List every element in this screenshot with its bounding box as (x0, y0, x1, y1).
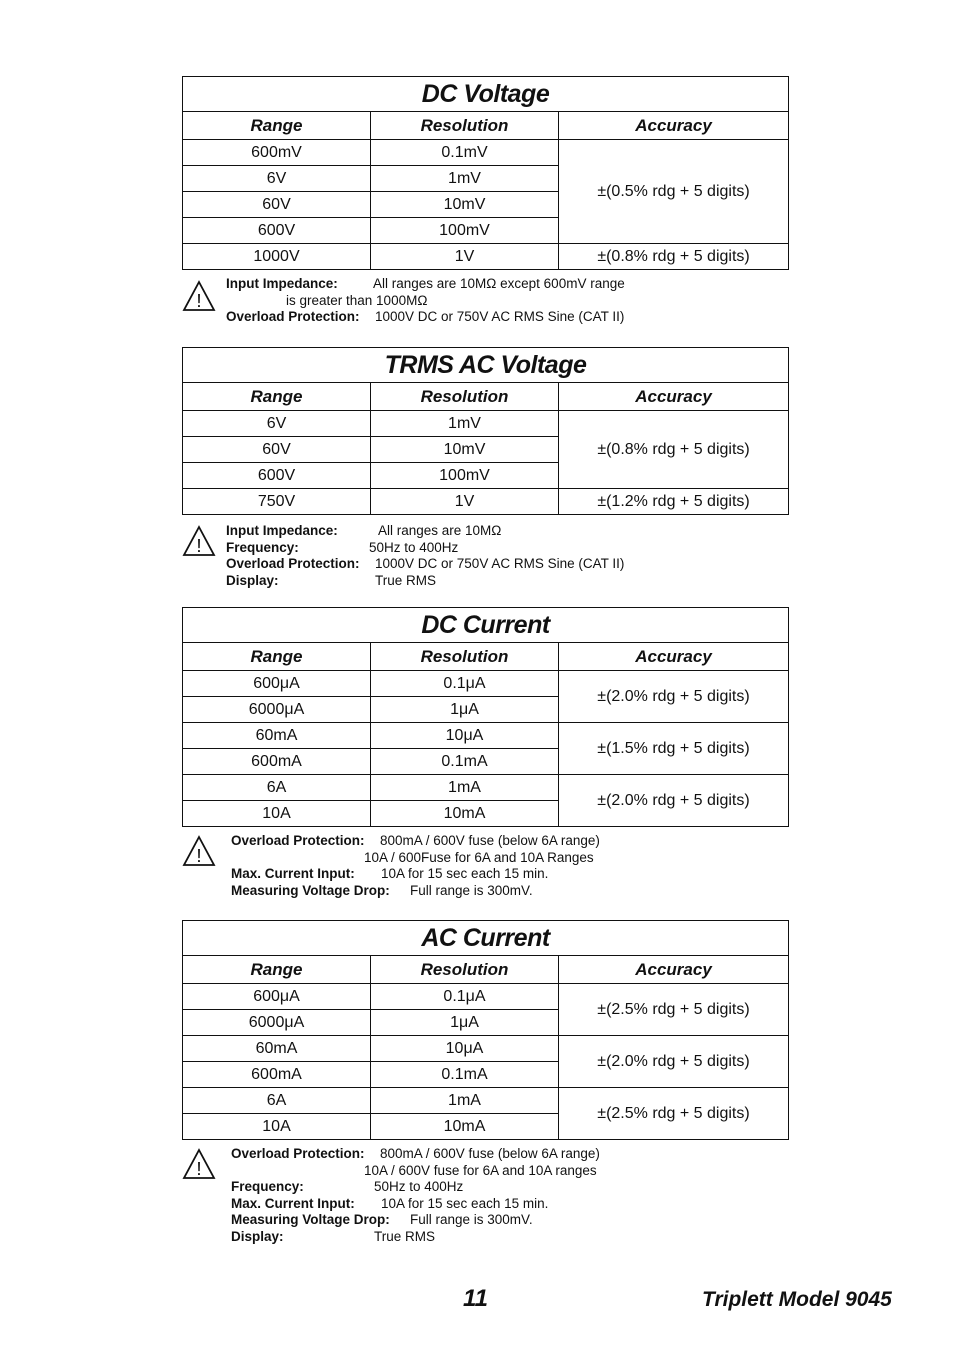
table-row (183, 671, 789, 697)
resolution-cell: 0.1mV (371, 140, 559, 166)
resolution-cell: 1μA (371, 1010, 559, 1036)
note-line: is greater than 1000MΩ (286, 292, 428, 308)
dc-current-title: DC Current (183, 608, 789, 643)
note-line: Overload Protection: 1000V DC or 750V AC RMS Sine (CAT II) (226, 556, 625, 571)
resolution-cell: 100mV (371, 463, 559, 489)
accuracy-cell: ±(0.8% rdg + 5 digits) (559, 244, 789, 270)
dc-current-table (182, 607, 789, 827)
resolution-cell: 1μA (371, 697, 559, 723)
range-cell: 60V (183, 437, 371, 463)
resolution-cell: 10mA (371, 1114, 559, 1140)
resolution-cell: 0.1μA (371, 984, 559, 1010)
accuracy-cell: ±(2.5% rdg + 5 digits) (559, 1088, 789, 1140)
resolution-cell: 10mV (371, 192, 559, 218)
note-line: Input Impedance: All ranges are 10MΩ (226, 523, 502, 538)
accuracy-header: Accuracy (559, 383, 789, 411)
model-name: Triplett Model 9045 (702, 1288, 892, 1311)
svg-text:!: ! (196, 846, 202, 866)
range-cell: 6000μA (183, 1010, 371, 1036)
ac-current-table (182, 920, 789, 1140)
resolution-cell: 1V (371, 244, 559, 270)
dc-voltage-section (182, 76, 788, 324)
dc-current-section (182, 607, 788, 898)
table-row (183, 411, 789, 437)
resolution-cell: 0.1mA (371, 749, 559, 775)
table-row (183, 140, 789, 166)
ac-current-section (182, 920, 788, 1244)
svg-text:!: ! (196, 291, 202, 311)
resolution-cell: 10μA (371, 1036, 559, 1062)
accuracy-cell: ±(2.0% rdg + 5 digits) (559, 671, 789, 723)
resolution-cell: 0.1μA (371, 671, 559, 697)
svg-text:!: ! (196, 1159, 202, 1179)
svg-text:!: ! (196, 536, 202, 556)
note-line: Max. Current Input: 10A for 15 sec each 15 min. (231, 1195, 549, 1211)
dc-voltage-title: DC Voltage (183, 77, 789, 112)
range-cell: 600mA (183, 1062, 371, 1088)
range-header: Range (183, 956, 371, 984)
table-row (183, 723, 789, 749)
range-cell: 6V (183, 166, 371, 192)
note-line: Input Impedance: All ranges are 10MΩ except 600mV range (226, 276, 625, 291)
accuracy-cell: ±(1.5% rdg + 5 digits) (559, 723, 789, 775)
note-line: Overload Protection: 800mA / 600V fuse (below 6A range) (231, 833, 600, 848)
range-cell: 60mA (183, 1036, 371, 1062)
table-row (183, 1036, 789, 1062)
ac-voltage-title: TRMS AC Voltage (183, 348, 789, 383)
resolution-header: Resolution (371, 383, 559, 411)
resolution-cell: 100mV (371, 218, 559, 244)
resolution-header: Resolution (371, 112, 559, 140)
range-header: Range (183, 112, 371, 140)
table-row (183, 244, 789, 270)
accuracy-cell: ±(0.8% rdg + 5 digits) (559, 411, 789, 489)
range-cell: 60V (183, 192, 371, 218)
warning-triangle-icon (182, 835, 216, 867)
dc-voltage-table (182, 76, 789, 270)
note-line: Measuring Voltage Drop: Full range is 300mV. (231, 1212, 533, 1227)
range-cell: 600mA (183, 749, 371, 775)
range-cell: 1000V (183, 244, 371, 270)
table-row (183, 775, 789, 801)
resolution-cell: 1mA (371, 1088, 559, 1114)
ac-voltage-section (182, 347, 788, 588)
range-cell: 600mV (183, 140, 371, 166)
accuracy-header: Accuracy (559, 956, 789, 984)
note-line: 10A / 600Fuse for 6A and 10A Ranges (364, 849, 594, 865)
note-line: Display: True RMS (231, 1228, 436, 1244)
note-line: Display: True RMS (226, 572, 437, 588)
resolution-cell: 0.1mA (371, 1062, 559, 1088)
table-row (183, 489, 789, 515)
range-cell: 6V (183, 411, 371, 437)
range-cell: 6A (183, 775, 371, 801)
resolution-cell: 1mA (371, 775, 559, 801)
accuracy-cell: ±(2.0% rdg + 5 digits) (559, 1036, 789, 1088)
resolution-cell: 10mV (371, 437, 559, 463)
range-cell: 60mA (183, 723, 371, 749)
note-line: Frequency: 50Hz to 400Hz (231, 1179, 464, 1194)
note-line: Measuring Voltage Drop: Full range is 300mV. (231, 882, 533, 898)
range-cell: 600V (183, 463, 371, 489)
accuracy-header: Accuracy (559, 112, 789, 140)
range-cell: 600μA (183, 671, 371, 697)
resolution-cell: 1mV (371, 166, 559, 192)
range-cell: 6A (183, 1088, 371, 1114)
range-header: Range (183, 383, 371, 411)
range-cell: 10A (183, 1114, 371, 1140)
ac-voltage-table (182, 347, 789, 515)
resolution-cell: 1V (371, 489, 559, 515)
resolution-cell: 10mA (371, 801, 559, 827)
range-cell: 600μA (183, 984, 371, 1010)
warning-triangle-icon (182, 525, 216, 557)
resolution-cell: 1mV (371, 411, 559, 437)
accuracy-header: Accuracy (559, 643, 789, 671)
ac-current-title: AC Current (183, 921, 789, 956)
accuracy-cell: ±(2.5% rdg + 5 digits) (559, 984, 789, 1036)
accuracy-cell: ±(2.0% rdg + 5 digits) (559, 775, 789, 827)
page-number: 11 (463, 1285, 488, 1312)
note-line: Overload Protection: 1000V DC or 750V AC RMS Sine (CAT II) (226, 309, 625, 324)
accuracy-cell: ±(0.5% rdg + 5 digits) (559, 140, 789, 244)
range-header: Range (183, 643, 371, 671)
resolution-cell: 10μA (371, 723, 559, 749)
table-row (183, 984, 789, 1010)
warning-triangle-icon (182, 1148, 216, 1180)
note-line: Max. Current Input: 10A for 15 sec each 15 min. (231, 866, 549, 881)
resolution-header: Resolution (371, 643, 559, 671)
note-line: 10A / 600V fuse for 6A and 10A ranges (364, 1162, 597, 1178)
warning-triangle-icon (182, 280, 216, 312)
accuracy-cell: ±(1.2% rdg + 5 digits) (559, 489, 789, 515)
resolution-header: Resolution (371, 956, 559, 984)
note-line: Overload Protection: 800mA / 600V fuse (below 6A range) (231, 1146, 600, 1161)
table-row (183, 1088, 789, 1114)
range-cell: 6000μA (183, 697, 371, 723)
range-cell: 600V (183, 218, 371, 244)
note-line: Frequency: 50Hz to 400Hz (226, 539, 459, 555)
range-cell: 10A (183, 801, 371, 827)
range-cell: 750V (183, 489, 371, 515)
